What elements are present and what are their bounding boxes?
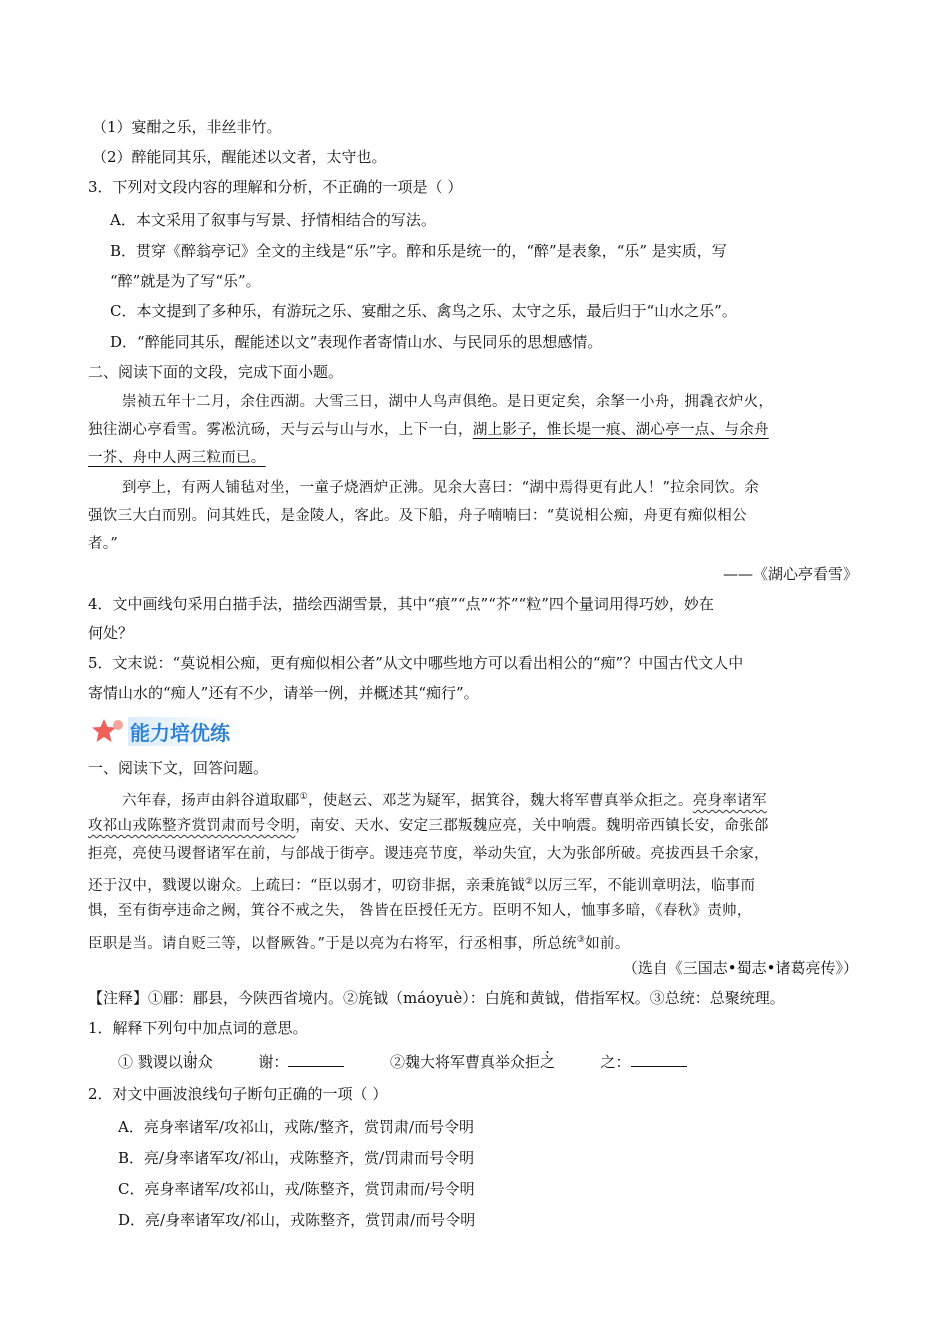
question-1: 1．解释下列句中加点词的意思。	[88, 1019, 308, 1037]
wavy-sentence: 亮身率诸军	[692, 792, 767, 809]
text: ① 戮谡以	[118, 1053, 183, 1071]
annotation-note: 【注释】①郿：郿县，今陕西省境内。②旄钺（máoyuè）：白旄和黄钺，借指军权。③总统：总聚统理。	[88, 989, 785, 1007]
dotted-word: 之	[539, 1053, 555, 1071]
question-2-option-c: C．亮身率诸军/攻祁山，戎/陈整齐，赏罚肃而/号令明	[118, 1180, 475, 1198]
underlined-sentence: 湖上影子，惟长堤一痕、湖心亭一点、与余舟	[472, 422, 769, 438]
answer-label: 之：	[600, 1053, 631, 1071]
footnote-marker: ①	[299, 792, 308, 802]
question-3-option-b: B．贯穿《醉翁亭记》全文的主线是“乐”字。醉和乐是统一的，“醉”是表象，“乐” 是实质，写	[110, 242, 727, 260]
passage-2-line-3: 者。”	[88, 536, 119, 552]
passage-3-line-5: 惧，至有街亭违命之阙，箕谷不戒之失， 咎皆在臣授任无方。臣明不知人，恤事多暗，《春秋》责帅，	[88, 903, 752, 919]
text: 众	[197, 1053, 213, 1071]
text: 臣职是当。请自贬三等，以督厥咎。”于是以亮为右将军，行丞相事，所总统	[88, 935, 577, 952]
banner-title: 能力培优练	[128, 717, 236, 746]
text: 六年春，扬声由斜谷道取郿	[122, 792, 300, 809]
footnote-marker: ③	[576, 935, 586, 945]
answer-blank-1[interactable]	[288, 1050, 344, 1067]
text: 以厉三军，不能训章明法，临事而	[533, 877, 756, 894]
text: 如前。	[585, 935, 630, 952]
question-4: 4．文中画线句采用白描手法，描绘西湖雪景，其中“痕”“点”“芥”“粒”四个量词用得巧妙，妙在	[88, 595, 714, 613]
section-2-heading: 二、阅读下面的文段，完成下面小题。	[88, 363, 344, 381]
question-3-option-b-cont: “醉”就是为了写“乐”。	[110, 272, 261, 290]
question-3-option-d: D．“醉能同其乐，醒能述以文”表现作者寄情山水、与民同乐的思想感情。	[110, 333, 603, 351]
source-citation-2: （选自《三国志•蜀志•诸葛亮传》）	[622, 959, 858, 977]
question-2: 2．对文中画波浪线句子断句正确的一项（ ）	[88, 1085, 388, 1103]
passage-1-line-1: 崇祯五年十二月，余住西湖。大雪三日，湖中人鸟声俱绝。是日更定矣，余拏一小舟，拥毳衣炉火，	[122, 394, 774, 410]
passage-2-line-1: 到亭上，有两人铺毡对坐，一童子烧酒炉正沸。见余大喜曰：“湖中焉得更有此人！”拉余同饮。余	[122, 480, 760, 496]
passage-2-line-2: 强饮三大白而别。问其姓氏，是金陵人，客此。及下船，舟子喃喃曰：“莫说相公痴，舟更有痴似相公	[88, 508, 747, 524]
sentence-2: （2）醉能同其乐，醒能述以文者，太守也。	[92, 148, 387, 166]
passage-3-line-6	[88, 929, 630, 955]
footnote-marker: ②	[524, 877, 534, 887]
source-citation: ——《湖心亭看雪》	[722, 565, 858, 583]
underlined-sentence-cont: 一芥、舟中人两三粒而已。	[88, 450, 266, 466]
answer-label: 谢：	[258, 1053, 289, 1071]
dotted-word: 谢	[182, 1053, 198, 1071]
question-1-items	[118, 1050, 687, 1073]
question-2-option-b: B．亮/身率诸军攻/祁山，戎陈整齐，赏/罚肃而号令明	[118, 1149, 475, 1167]
passage-3-line-1	[122, 786, 767, 812]
question-3-option-a: A．本文采用了叙事与写景、抒情相结合的写法。	[110, 211, 436, 229]
section-3-heading: 一、阅读下文，回答问题。	[88, 759, 269, 777]
passage-1-plain: 独往湖心亭看雪。雾凇沆砀，天与云与山与水，上下一白，	[88, 422, 473, 438]
question-4-cont: 何处？	[88, 624, 134, 642]
answer-blank-2[interactable]	[631, 1050, 687, 1067]
wavy-sentence-cont: 攻祁山戎陈整齐赏罚肃而号令明	[88, 818, 296, 834]
text: ，南安、天水、安定三郡叛魏应亮，关中响震。魏明帝西镇长安，命张郃	[295, 818, 769, 834]
star-icon	[90, 717, 124, 745]
text: ，使赵云、邓芝为疑军，据箕谷，魏大将军曹真举众拒之。	[307, 792, 693, 809]
question-3-option-c: C．本文提到了多种乐，有游玩之乐、宴酣之乐、禽鸟之乐、太守之乐，最后归于“山水之乐”。	[110, 302, 737, 320]
passage-3-line-2	[88, 815, 769, 837]
question-5-cont: 寄情山水的“痴人”还有不少，请举一例，并概述其“痴行”。	[88, 684, 479, 702]
question-2-option-a: A．亮身率诸军/攻祁山，戎陈/整齐，赏罚肃/而号令明	[118, 1118, 474, 1136]
section-banner	[90, 716, 236, 746]
passage-1-line-2	[88, 419, 769, 441]
sentence-1: （1）宴酣之乐，非丝非竹。	[92, 118, 282, 136]
passage-3-line-3: 拒亮，亮使马谡督诸军在前，与郃战于街亭。谡违亮节度，举动失宜，大为张郃所破。亮拔西县千余家，	[88, 846, 769, 862]
text: 还于汉中，戮谡以谢众。上疏曰：“臣以弱才，叨窃非据，亲秉旄钺	[88, 877, 525, 894]
question-5: 5．文末说：“莫说相公痴，更有痴似相公者”从文中哪些地方可以看出相公的“痴”？中国古代文人中	[88, 654, 744, 672]
question-2-option-d: D．亮/身率诸军攻/祁山，戎陈整齐，赏罚肃/而号令明	[118, 1211, 476, 1229]
text: ②魏大将军曹真举众拒	[389, 1053, 540, 1071]
question-3: 3．下列对文段内容的理解和分析，不正确的一项是（ ）	[88, 178, 463, 196]
passage-3-line-4	[88, 871, 755, 897]
passage-1-line-3	[88, 447, 266, 469]
